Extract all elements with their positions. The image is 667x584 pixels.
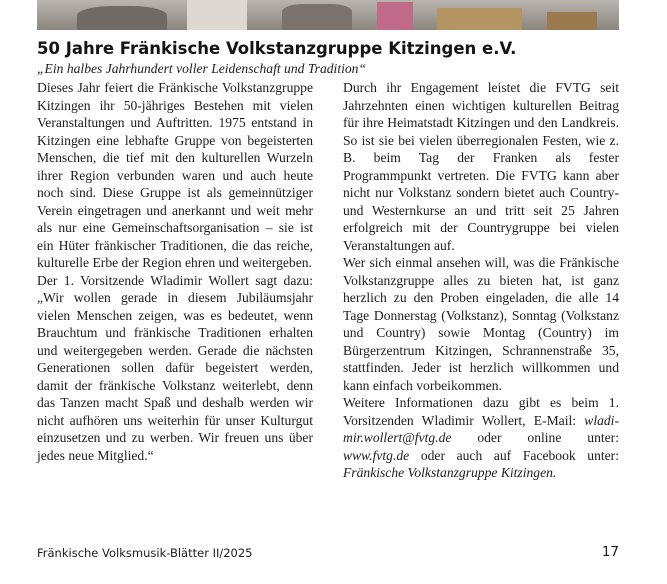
- contact-email-link[interactable]: wladimir.wollert@fvtg.de: [343, 412, 619, 445]
- facebook-intro: oder auch auf Facebook unter:: [409, 447, 619, 463]
- paragraph-rehearsals: Wer sich einmal ansehen will, was die Fränkische Volkstanzgruppe alles zu bieten hat, ist ganz herzlich zu den Proben eingeladen, die alle 14 Tage Donnerstag (Volkstanz), Sonntag (Volkstanz und Country) sowie Montag (Country) im Bürgerzentrum Kitzingen, Schrannenstraße 35, stattfinden. Jeder ist herzlich willkommen und kann einfach vorbeikommen.: [343, 255, 619, 393]
- paragraph-history: Dieses Jahr feiert die Fränkische Volkstanzgruppe Kitzingen ihr 50-jähriges Bestehen mit vielen Veranstaltungen und Auftritten. 1975 entstand in Kitzingen eine lebhafte Gruppe von begeisterten Menschen, die tief mit den kulturellen Wurzeln ihrer Region verbunden waren und auch heute noch sind. Diese Gruppe ist als gemeinnütziger Verein eingetragen und anerkannt und weit mehr als nur eine Gemeinschaftsorganisation – sie ist ein Hüter fränkischer Traditionen, die das reiche, kulturelle Erbe der Region ehren und weitergeben.: [37, 80, 313, 270]
- contact-middle: oder online unter:: [451, 430, 619, 445]
- website-link[interactable]: www.fvtg.de: [343, 447, 410, 463]
- facebook-page-name: Fränkische Volkstanzgruppe Kitzingen.: [343, 465, 557, 480]
- paragraph-engagement: Durch ihr Engagement leistet die FVTG seit Jahrzehnten einen wichtigen kulturellen Beitrag für ihre Heimatstadt Kitzingen und den Landkreis. So ist sie bei vielen überregionalen Festen, wie z. B. beim Tag der Franken als fester Programmpunkt vertreten. Die FVTG kann aber nicht nur Volkstanz sondern bietet auch Country- und Westernkurse an und tritt seit 25 Jahren erfolgreich mit der Countrygruppe bei vielen Veranstaltungen auf.: [343, 80, 619, 253]
- article-photo: [37, 0, 619, 30]
- article-title: 50 Jahre Fränkische Volkstanzgruppe Kitzingen e.V.: [37, 39, 517, 58]
- paragraph-contact: [343, 394, 619, 482]
- contact-intro: Weitere Informationen dazu gibt es beim 1. Vorsitzenden Wladimir Wollert, E-Mail:: [343, 395, 619, 428]
- article-subtitle: „Ein halbes Jahrhundert voller Leidenschaft und Tradition“: [37, 61, 367, 76]
- publication-footer: Fränkische Volksmusik-Blätter II/2025: [37, 546, 253, 560]
- paragraph-quote: Der 1. Vorsitzende Wladimir Wollert sagt dazu: „Wir wollen gerade in diesem Jubiläumsjahr vielen Menschen zeigen, was es bedeutet, wenn Brauchtum und fränkische Traditionen erhalten und weitergegeben werden. Gerade die nächsten Generationen sollen dafür begeistert werden, damit der fränkische Volkstanz weiterlebt, denn das Tanzen macht Spaß und deshalb werden wir nicht aufhören uns weiterhin für unser Kulturgut einzusetzen und zu werben. Wir freuen uns über jedes neue Mitglied.“: [37, 272, 313, 463]
- page-number: 17: [601, 544, 619, 560]
- right-column: [343, 79, 619, 482]
- left-column: [37, 79, 313, 464]
